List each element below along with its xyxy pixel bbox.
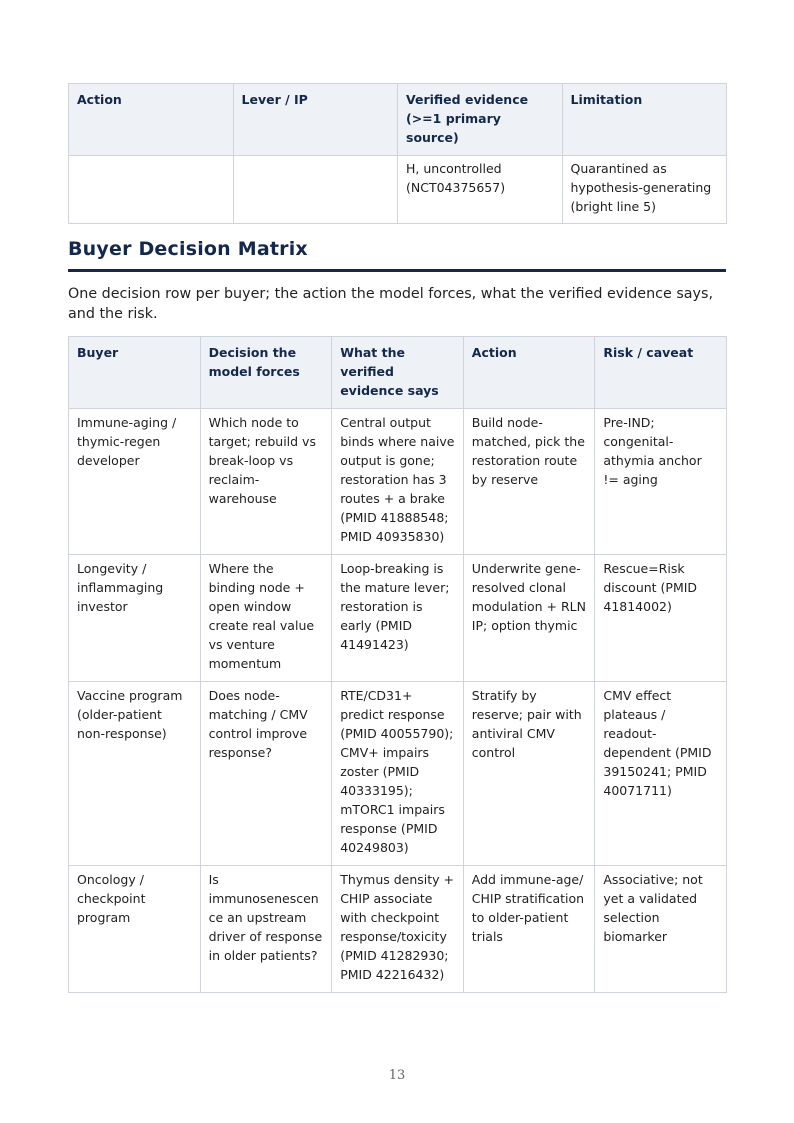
header-risk: Risk / caveat [595, 337, 727, 409]
table-cell [233, 156, 398, 224]
table-cell: Where the binding node + open window create real value vs venture momentum [200, 555, 332, 682]
table-cell: Associative; not yet a validated selection biomarker [595, 866, 727, 993]
buyer-decision-matrix-table [68, 336, 727, 993]
table-cell: Immune-aging / thymic-regen developer [69, 409, 201, 555]
header-limitation: Limitation [562, 84, 727, 156]
table-cell: Underwrite gene-resolved clonal modulation + RLN IP; option thymic [463, 555, 595, 682]
header-buyer: Buyer [69, 337, 201, 409]
table-cell: Quarantined as hypothesis-generating (bright line 5) [562, 156, 727, 224]
section-divider [68, 269, 726, 272]
table-cell: H, uncontrolled (NCT04375657) [398, 156, 563, 224]
table-cell: Longevity / inflammaging investor [69, 555, 201, 682]
table-row [69, 682, 727, 866]
table-cell: Loop-breaking is the mature lever; restoration is early (PMID 41491423) [332, 555, 464, 682]
header-action: Action [463, 337, 595, 409]
header-verified-evidence: Verified evidence (>=1 primary source) [398, 84, 563, 156]
table-row [69, 409, 727, 555]
table-cell: Pre-IND; congenital-athymia anchor != aging [595, 409, 727, 555]
header-decision: Decision the model forces [200, 337, 332, 409]
table-cell: Central output binds where naive output is gone; restoration has 3 routes + a brake (PMID 41888548; PMID 40935830) [332, 409, 464, 555]
section-title: Buyer Decision Matrix [68, 238, 308, 260]
table-cell: Stratify by reserve; pair with antiviral CMV control [463, 682, 595, 866]
table-cell [69, 156, 234, 224]
table-row [69, 866, 727, 993]
section-intro: One decision row per buyer; the action the model forces, what the verified evidence says, and the risk. [68, 286, 714, 322]
table-cell: Vaccine program (older-patient non-response) [69, 682, 201, 866]
table-row [69, 156, 727, 224]
table-cell: Add immune-age/ CHIP stratification to older-patient trials [463, 866, 595, 993]
header-action: Action [69, 84, 234, 156]
table-cell: RTE/CD31+ predict response (PMID 40055790); CMV+ impairs zoster (PMID 40333195); mTORC1 impairs response (PMID 40249803) [332, 682, 464, 866]
table-cell: Thymus density + CHIP associate with checkpoint response/toxicity (PMID 41282930; PMID 42216432) [332, 866, 464, 993]
page-number: 13 [388, 1068, 406, 1083]
table-row [69, 555, 727, 682]
table-cell: Is immunosenescence an upstream driver of response in older patients? [200, 866, 332, 993]
table-cell: CMV effect plateaus / readout-dependent (PMID 39150241; PMID 40071711) [595, 682, 727, 866]
table-cell: Rescue=Risk discount (PMID 41814002) [595, 555, 727, 682]
table-cell: Which node to target; rebuild vs break-loop vs reclaim-warehouse [200, 409, 332, 555]
table-header-row [69, 84, 727, 156]
table-cell: Build node-matched, pick the restoration route by reserve [463, 409, 595, 555]
continued-evidence-table [68, 83, 727, 224]
table-cell: Does node-matching / CMV control improve response? [200, 682, 332, 866]
header-evidence: What the verified evidence says [332, 337, 464, 409]
table-cell: Oncology / checkpoint program [69, 866, 201, 993]
header-lever-ip: Lever / IP [233, 84, 398, 156]
table-header-row [69, 337, 727, 409]
